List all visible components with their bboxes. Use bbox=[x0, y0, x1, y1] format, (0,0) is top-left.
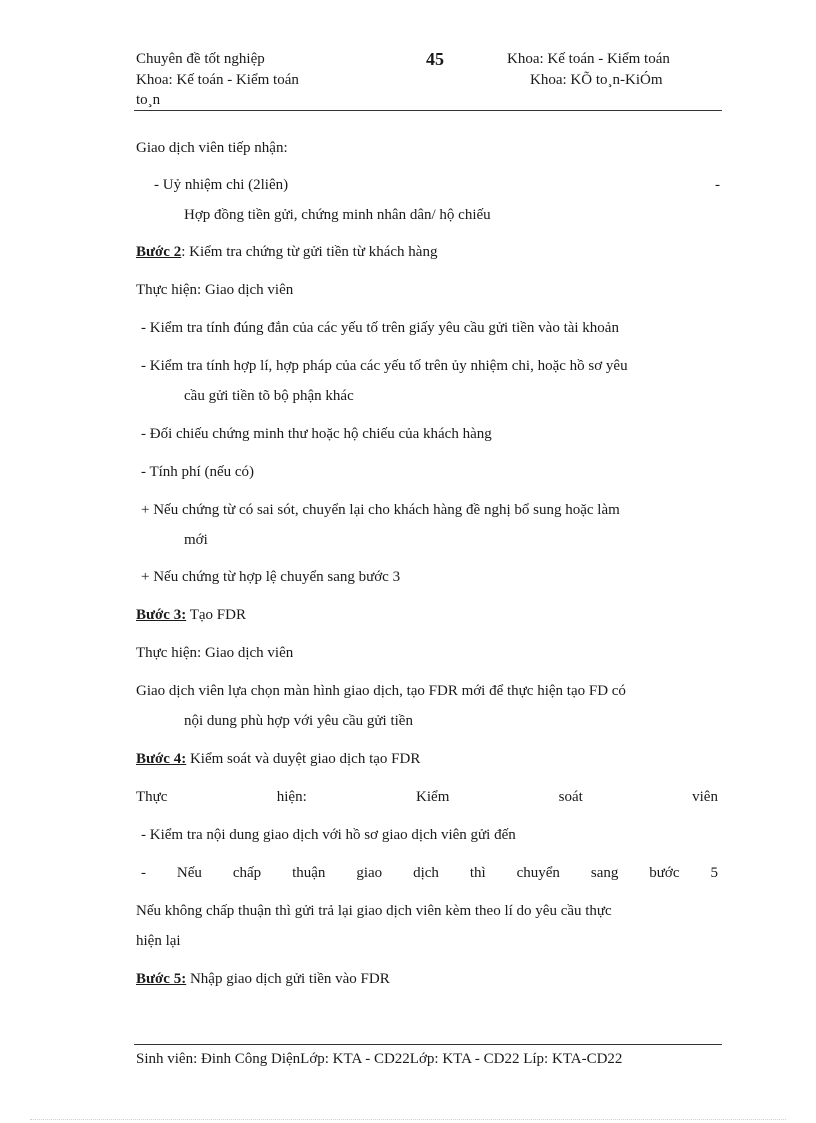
step2-item-6: + Nếu chứng từ hợp lệ chuyển sang bước 3 bbox=[141, 569, 401, 585]
step5-text: Nhập giao dịch gửi tiền vào FDR bbox=[186, 971, 390, 987]
step3-label: Bước 3: bbox=[136, 607, 187, 623]
step3-heading bbox=[136, 606, 246, 624]
justified-word: chuyển bbox=[516, 865, 560, 881]
justified-word: soát bbox=[558, 789, 583, 805]
justified-word: bước bbox=[649, 865, 680, 881]
page-edge-dotted-line bbox=[30, 1119, 786, 1120]
trailing-dash: - bbox=[715, 177, 720, 193]
justified-word: chấp bbox=[232, 865, 262, 881]
step4-performer bbox=[136, 788, 718, 806]
uy-nhiem-chi-text: - Uỷ nhiệm chi (2liên) bbox=[154, 177, 289, 193]
step4-label: Bước 4: bbox=[136, 751, 187, 767]
step2-heading bbox=[136, 243, 437, 261]
step2-item-5-cont: mới bbox=[184, 532, 208, 548]
body-line-uy-nhiem-chi bbox=[154, 176, 720, 194]
justified-word: sang bbox=[590, 865, 619, 881]
step2-item-4: - Tính phí (nếu có) bbox=[141, 464, 255, 480]
header-left-line2: Khoa: Kế toán - Kiểm toán bbox=[136, 72, 299, 88]
step4-item-2 bbox=[141, 864, 718, 882]
justified-word: Kiểm bbox=[416, 789, 450, 805]
step2-performer: Thực hiện: Giao dịch viên bbox=[136, 282, 294, 298]
header-left-line1: Chuyên đề tốt nghiệp bbox=[136, 51, 265, 67]
step2-item-3: - Đối chiếu chứng minh thư hoặc hộ chiếu của khách hàng bbox=[141, 426, 492, 442]
justified-word: Thực bbox=[136, 789, 168, 805]
step4-item-3-cont: hiện lại bbox=[136, 933, 181, 949]
step4-heading bbox=[136, 750, 420, 768]
header-right-line2: Khoa: KÕ to¸n-KiÓm bbox=[530, 72, 663, 88]
justified-word: hiện: bbox=[276, 789, 307, 805]
step2-text: : Kiểm tra chứng từ gửi tiền từ khách hàng bbox=[181, 244, 438, 260]
header-left-line3: to¸n bbox=[136, 92, 161, 108]
footer-text: Sinh viên: Đinh Công DiệnLớp: KTA - CD22Lớp: KTA - CD22 Líp: KTA-CD22 bbox=[136, 1051, 623, 1067]
step5-heading bbox=[136, 970, 390, 988]
step3-text: Tạo FDR bbox=[186, 607, 246, 623]
justified-word: - bbox=[141, 865, 146, 881]
justified-word: 5 bbox=[710, 865, 718, 881]
step2-item-5: + Nếu chứng từ có sai sót, chuyển lại cho khách hàng đề nghị bổ sung hoặc làm bbox=[141, 502, 620, 518]
step4-item-1: - Kiểm tra nội dung giao dịch với hồ sơ giao dịch viên gửi đến bbox=[141, 827, 516, 843]
step2-item-2: - Kiểm tra tính hợp lí, hợp pháp của các yếu tố trên ủy nhiệm chi, hoặc hồ sơ yêu bbox=[141, 358, 628, 374]
page-number: 45 bbox=[426, 49, 444, 69]
header-right-line1: Khoa: Kế toán - Kiểm toán bbox=[507, 51, 670, 67]
justified-word: viên bbox=[692, 789, 718, 805]
step4-text: Kiểm soát và duyệt giao dịch tạo FDR bbox=[186, 751, 421, 767]
body-line-intro: Giao dịch viên tiếp nhận: bbox=[136, 140, 288, 156]
step3-performer: Thực hiện: Giao dịch viên bbox=[136, 645, 294, 661]
body-line-hop-dong: Hợp đồng tiền gửi, chứng minh nhân dân/ hộ chiếu bbox=[184, 207, 491, 223]
step2-label: Bước 2 bbox=[136, 244, 182, 260]
justified-word: thì bbox=[469, 865, 486, 881]
step5-label: Bước 5: bbox=[136, 971, 187, 987]
step3-description: Giao dịch viên lựa chọn màn hình giao dịch, tạo FDR mới để thực hiện tạo FD có bbox=[136, 683, 626, 699]
justified-word: dịch bbox=[413, 865, 439, 881]
justified-word: Nếu bbox=[176, 865, 202, 881]
step3-description-cont: nội dung phù hợp với yêu cầu gửi tiền bbox=[184, 713, 413, 729]
footer-divider bbox=[134, 1044, 722, 1045]
step2-item-1: - Kiểm tra tính đúng đắn của các yếu tố trên giấy yêu cầu gửi tiền vào tài khoản bbox=[141, 320, 619, 336]
step4-item-3: Nếu không chấp thuận thì gửi trả lại giao dịch viên kèm theo lí do yêu cầu thực bbox=[136, 903, 612, 919]
justified-word: thuận bbox=[292, 865, 326, 881]
step2-item-2-cont: cầu gửi tiền tõ bộ phận khác bbox=[184, 388, 354, 404]
justified-word: giao bbox=[356, 865, 383, 881]
header-divider bbox=[134, 110, 722, 111]
